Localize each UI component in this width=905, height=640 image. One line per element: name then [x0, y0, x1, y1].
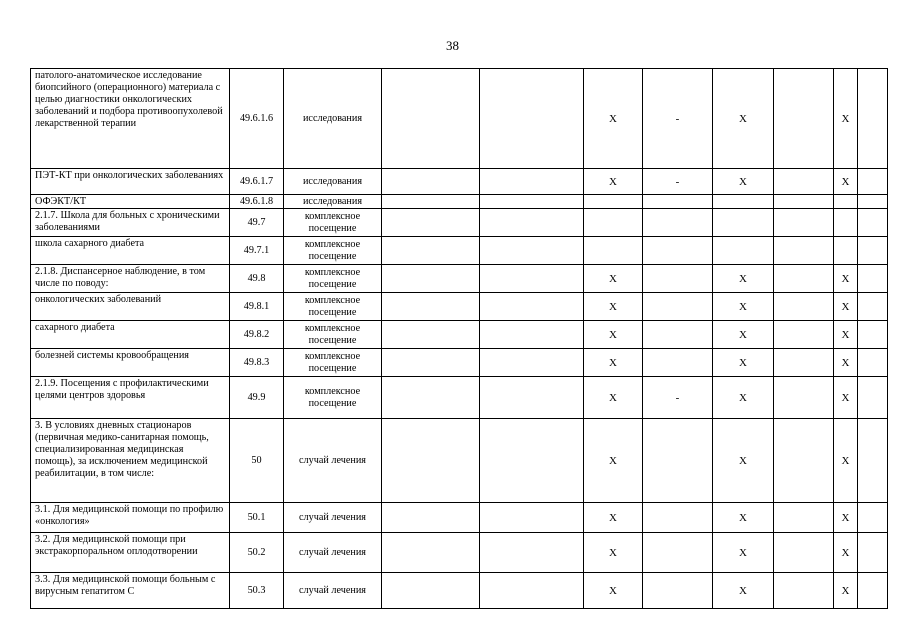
- row-empty-cell: [858, 377, 888, 419]
- row-empty-cell: [858, 533, 888, 573]
- row-value-cell: [774, 573, 834, 609]
- row-mark-cell: [584, 237, 643, 265]
- row-value-cell: [774, 377, 834, 419]
- row-value-cell: X: [834, 533, 858, 573]
- row-value-cell: [774, 503, 834, 533]
- row-value-cell: [480, 169, 584, 195]
- row-code-cell: 49.8.1: [230, 293, 284, 321]
- row-empty-cell: [858, 69, 888, 169]
- row-code-cell: 50.1: [230, 503, 284, 533]
- row-value-cell: X: [834, 503, 858, 533]
- page-number: 38: [446, 38, 459, 53]
- row-value-cell: [480, 419, 584, 503]
- row-unit-cell: комплексное посещение: [284, 293, 382, 321]
- row-value-cell: [480, 503, 584, 533]
- row-value-cell: [382, 573, 480, 609]
- row-code-cell: 49.6.1.6: [230, 69, 284, 169]
- row-unit-cell: комплексное посещение: [284, 349, 382, 377]
- row-unit-cell: исследования: [284, 195, 382, 209]
- row-value-cell: [480, 321, 584, 349]
- row-value-cell: [774, 209, 834, 237]
- row-value-cell: [382, 349, 480, 377]
- row-mark-cell: [643, 293, 713, 321]
- row-unit-cell: комплексное посещение: [284, 209, 382, 237]
- row-mark-cell: X: [713, 69, 774, 169]
- row-value-cell: [382, 533, 480, 573]
- row-code-cell: 49.9: [230, 377, 284, 419]
- row-unit-cell: комплексное посещение: [284, 237, 382, 265]
- row-value-cell: [480, 265, 584, 293]
- row-mark-cell: X: [713, 377, 774, 419]
- row-value-cell: X: [834, 69, 858, 169]
- row-mark-cell: [713, 209, 774, 237]
- row-unit-cell: комплексное посещение: [284, 321, 382, 349]
- row-value-cell: [774, 169, 834, 195]
- row-code-cell: 50.2: [230, 533, 284, 573]
- row-mark-cell: [643, 419, 713, 503]
- row-value-cell: [382, 377, 480, 419]
- row-mark-cell: -: [643, 169, 713, 195]
- row-value-cell: X: [834, 293, 858, 321]
- row-mark-cell: X: [584, 293, 643, 321]
- row-value-cell: [774, 349, 834, 377]
- row-unit-cell: исследования: [284, 169, 382, 195]
- row-name-cell: 3.1. Для медицинской помощи по профилю «онкология»: [31, 503, 230, 533]
- row-value-cell: X: [834, 169, 858, 195]
- row-name-cell: онкологических заболеваний: [31, 293, 230, 321]
- row-name-cell: ПЭТ-КТ при онкологических заболеваниях: [31, 169, 230, 195]
- row-empty-cell: [858, 265, 888, 293]
- table-row: [31, 237, 888, 265]
- table-row: [31, 573, 888, 609]
- row-empty-cell: [858, 573, 888, 609]
- row-code-cell: 49.8: [230, 265, 284, 293]
- row-mark-cell: -: [643, 69, 713, 169]
- row-value-cell: [834, 195, 858, 209]
- row-value-cell: [382, 321, 480, 349]
- row-value-cell: X: [834, 377, 858, 419]
- row-code-cell: 49.6.1.8: [230, 195, 284, 209]
- row-unit-cell: случай лечения: [284, 573, 382, 609]
- row-name-cell: школа сахарного диабета: [31, 237, 230, 265]
- row-mark-cell: X: [584, 377, 643, 419]
- row-mark-cell: X: [713, 293, 774, 321]
- row-value-cell: [834, 237, 858, 265]
- row-value-cell: [774, 69, 834, 169]
- row-unit-cell: комплексное посещение: [284, 377, 382, 419]
- row-mark-cell: [643, 349, 713, 377]
- row-mark-cell: [584, 195, 643, 209]
- table-row: [31, 349, 888, 377]
- row-unit-cell: комплексное посещение: [284, 265, 382, 293]
- row-mark-cell: X: [713, 349, 774, 377]
- row-mark-cell: X: [713, 533, 774, 573]
- row-mark-cell: X: [584, 503, 643, 533]
- row-value-cell: X: [834, 573, 858, 609]
- row-value-cell: [480, 69, 584, 169]
- row-value-cell: [774, 195, 834, 209]
- row-value-cell: X: [834, 265, 858, 293]
- row-empty-cell: [858, 195, 888, 209]
- row-value-cell: [480, 209, 584, 237]
- row-value-cell: [774, 293, 834, 321]
- row-value-cell: [834, 209, 858, 237]
- row-mark-cell: X: [713, 503, 774, 533]
- row-empty-cell: [858, 169, 888, 195]
- table-row: [31, 503, 888, 533]
- row-mark-cell: [643, 573, 713, 609]
- table-row: [31, 419, 888, 503]
- row-value-cell: [382, 209, 480, 237]
- row-value-cell: [382, 265, 480, 293]
- row-empty-cell: [858, 503, 888, 533]
- row-name-cell: 3.2. Для медицинской помощи при экстракорпоральном оплодотворении: [31, 533, 230, 573]
- row-empty-cell: [858, 209, 888, 237]
- row-value-cell: [382, 169, 480, 195]
- row-value-cell: [480, 195, 584, 209]
- row-mark-cell: [643, 195, 713, 209]
- row-value-cell: [382, 237, 480, 265]
- row-value-cell: [382, 195, 480, 209]
- table-row: [31, 69, 888, 169]
- row-name-cell: 2.1.8. Диспансерное наблюдение, в том числе по поводу:: [31, 265, 230, 293]
- row-name-cell: патолого-анатомическое исследование биопсийного (операционного) материала с целью диагностики онкологических заболеваний и подбора противоопухолевой лекарственной терапии: [31, 69, 230, 169]
- row-value-cell: X: [834, 419, 858, 503]
- row-value-cell: [382, 503, 480, 533]
- row-code-cell: 50: [230, 419, 284, 503]
- row-empty-cell: [858, 419, 888, 503]
- table-row: [31, 377, 888, 419]
- row-value-cell: [480, 349, 584, 377]
- row-name-cell: сахарного диабета: [31, 321, 230, 349]
- row-value-cell: [480, 293, 584, 321]
- row-value-cell: [480, 573, 584, 609]
- row-mark-cell: X: [713, 573, 774, 609]
- row-mark-cell: X: [584, 419, 643, 503]
- row-value-cell: [774, 237, 834, 265]
- row-mark-cell: [584, 209, 643, 237]
- row-mark-cell: [643, 209, 713, 237]
- table-row: [31, 195, 888, 209]
- row-mark-cell: X: [584, 169, 643, 195]
- services-table: [30, 68, 888, 609]
- table-row: [31, 293, 888, 321]
- row-value-cell: [480, 533, 584, 573]
- row-value-cell: [382, 69, 480, 169]
- row-mark-cell: [643, 321, 713, 349]
- row-mark-cell: X: [713, 169, 774, 195]
- row-unit-cell: случай лечения: [284, 503, 382, 533]
- row-value-cell: [382, 419, 480, 503]
- row-code-cell: 49.8.2: [230, 321, 284, 349]
- row-value-cell: [382, 293, 480, 321]
- row-value-cell: [480, 237, 584, 265]
- row-code-cell: 50.3: [230, 573, 284, 609]
- row-empty-cell: [858, 237, 888, 265]
- row-mark-cell: X: [584, 573, 643, 609]
- row-empty-cell: [858, 321, 888, 349]
- row-unit-cell: исследования: [284, 69, 382, 169]
- row-value-cell: [774, 419, 834, 503]
- row-code-cell: 49.6.1.7: [230, 169, 284, 195]
- row-mark-cell: -: [643, 377, 713, 419]
- row-unit-cell: случай лечения: [284, 533, 382, 573]
- row-mark-cell: [643, 533, 713, 573]
- row-mark-cell: [643, 237, 713, 265]
- row-mark-cell: [643, 503, 713, 533]
- row-mark-cell: [713, 195, 774, 209]
- table-row: [31, 209, 888, 237]
- row-mark-cell: X: [584, 321, 643, 349]
- table-row: [31, 169, 888, 195]
- row-code-cell: 49.7.1: [230, 237, 284, 265]
- row-empty-cell: [858, 349, 888, 377]
- row-unit-cell: случай лечения: [284, 419, 382, 503]
- row-empty-cell: [858, 293, 888, 321]
- row-mark-cell: [643, 265, 713, 293]
- row-mark-cell: X: [713, 265, 774, 293]
- row-name-cell: 2.1.7. Школа для больных с хроническими заболеваниями: [31, 209, 230, 237]
- table-row: [31, 533, 888, 573]
- row-mark-cell: X: [713, 419, 774, 503]
- row-code-cell: 49.7: [230, 209, 284, 237]
- row-value-cell: [480, 377, 584, 419]
- row-name-cell: 3.3. Для медицинской помощи больным с вирусным гепатитом С: [31, 573, 230, 609]
- row-code-cell: 49.8.3: [230, 349, 284, 377]
- row-name-cell: ОФЭКТ/КТ: [31, 195, 230, 209]
- table-row: [31, 321, 888, 349]
- row-value-cell: [774, 533, 834, 573]
- row-mark-cell: X: [584, 349, 643, 377]
- row-mark-cell: X: [584, 265, 643, 293]
- row-mark-cell: X: [584, 533, 643, 573]
- table-row: [31, 265, 888, 293]
- row-name-cell: 2.1.9. Посещения с профилактическими целями центров здоровья: [31, 377, 230, 419]
- row-mark-cell: X: [584, 69, 643, 169]
- row-value-cell: [774, 321, 834, 349]
- row-mark-cell: X: [713, 321, 774, 349]
- row-mark-cell: [713, 237, 774, 265]
- row-value-cell: [774, 265, 834, 293]
- row-value-cell: X: [834, 321, 858, 349]
- row-value-cell: X: [834, 349, 858, 377]
- row-name-cell: болезней системы кровообращения: [31, 349, 230, 377]
- row-name-cell: 3. В условиях дневных стационаров (первичная медико-санитарная помощь, специализированная медицинская помощь), за исключением медицинской реабилитации, в том числе:: [31, 419, 230, 503]
